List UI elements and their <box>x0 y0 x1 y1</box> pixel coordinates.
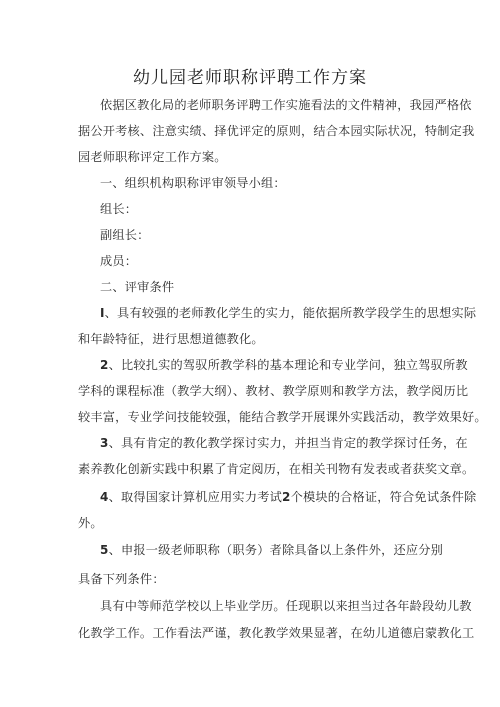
list-item-line: I、具有较强的老师教化学生的实力，能依据所教学段学生的思想实际 <box>100 306 477 320</box>
item-number: I <box>100 306 105 320</box>
paragraph-line: 成员： <box>100 254 138 268</box>
paragraph-line: 和年龄特征，进行思想道德教化。 <box>78 332 264 346</box>
list-item-line: 4、取得国家计算机应用实力考试2个模块的合格证，符合免试条件除 <box>100 490 477 504</box>
list-item-line: 3、具有肯定的教化教学探讨实力，并担当肯定的教学探讨任务，在 <box>100 436 468 450</box>
list-item-line: 5、申报一级老师职称（职务）者除具备以上条件外，还应分别 <box>100 543 444 557</box>
paragraph-line: 素养教化创新实践中积累了肯定阅历，在相关刊物有发表或者获奖文章。 <box>78 462 475 476</box>
paragraph-line: 外。 <box>78 516 103 530</box>
section-heading: 二、评审条件 <box>100 280 175 294</box>
paragraph-line: 具备下列条件： <box>78 572 165 586</box>
list-item-line: 2、比较扎实的驾驭所教学科的基本理论和专业学问，独立驾驭所教 <box>100 358 468 372</box>
paragraph-line: 具有中等师范学校以上毕业学历。任现职以来担当过各年龄段幼儿教 <box>100 599 472 613</box>
paragraph-line: 园老师职称评定工作方案。 <box>78 150 227 164</box>
paragraph-line: 学科的课程标准（教学大纲）、教材、教学原则和教学方法，教学阅历比 <box>78 384 469 398</box>
document-title: 幼儿园老师职称评聘工作方案 <box>133 68 367 88</box>
paragraph-line: 据公开考核、注意实绩、择优评定的原则，结合本园实际状况，特制定我 <box>78 124 475 138</box>
item-number: 5 <box>100 543 109 557</box>
module-count: 2 <box>282 490 291 504</box>
paragraph-line: 副组长： <box>100 228 150 242</box>
paragraph-line: 较丰富，专业学问技能较强，能结合教学开展课外实践活动，教学效果好。 <box>78 410 487 424</box>
paragraph-line: 依据区教化局的老师职务评聘工作实施看法的文件精神，我园严格依 <box>100 98 472 112</box>
item-number: 3 <box>100 436 109 450</box>
item-number: 2 <box>100 358 109 372</box>
item-number: 4 <box>100 490 109 504</box>
paragraph-line: 化教学工作。工作看法严谨，教化教学效果显著，在幼儿道德启蒙教化工 <box>78 626 475 640</box>
paragraph-line: 组长： <box>100 202 138 216</box>
section-heading: 一、组织机构职称评审领导小组： <box>100 176 286 190</box>
